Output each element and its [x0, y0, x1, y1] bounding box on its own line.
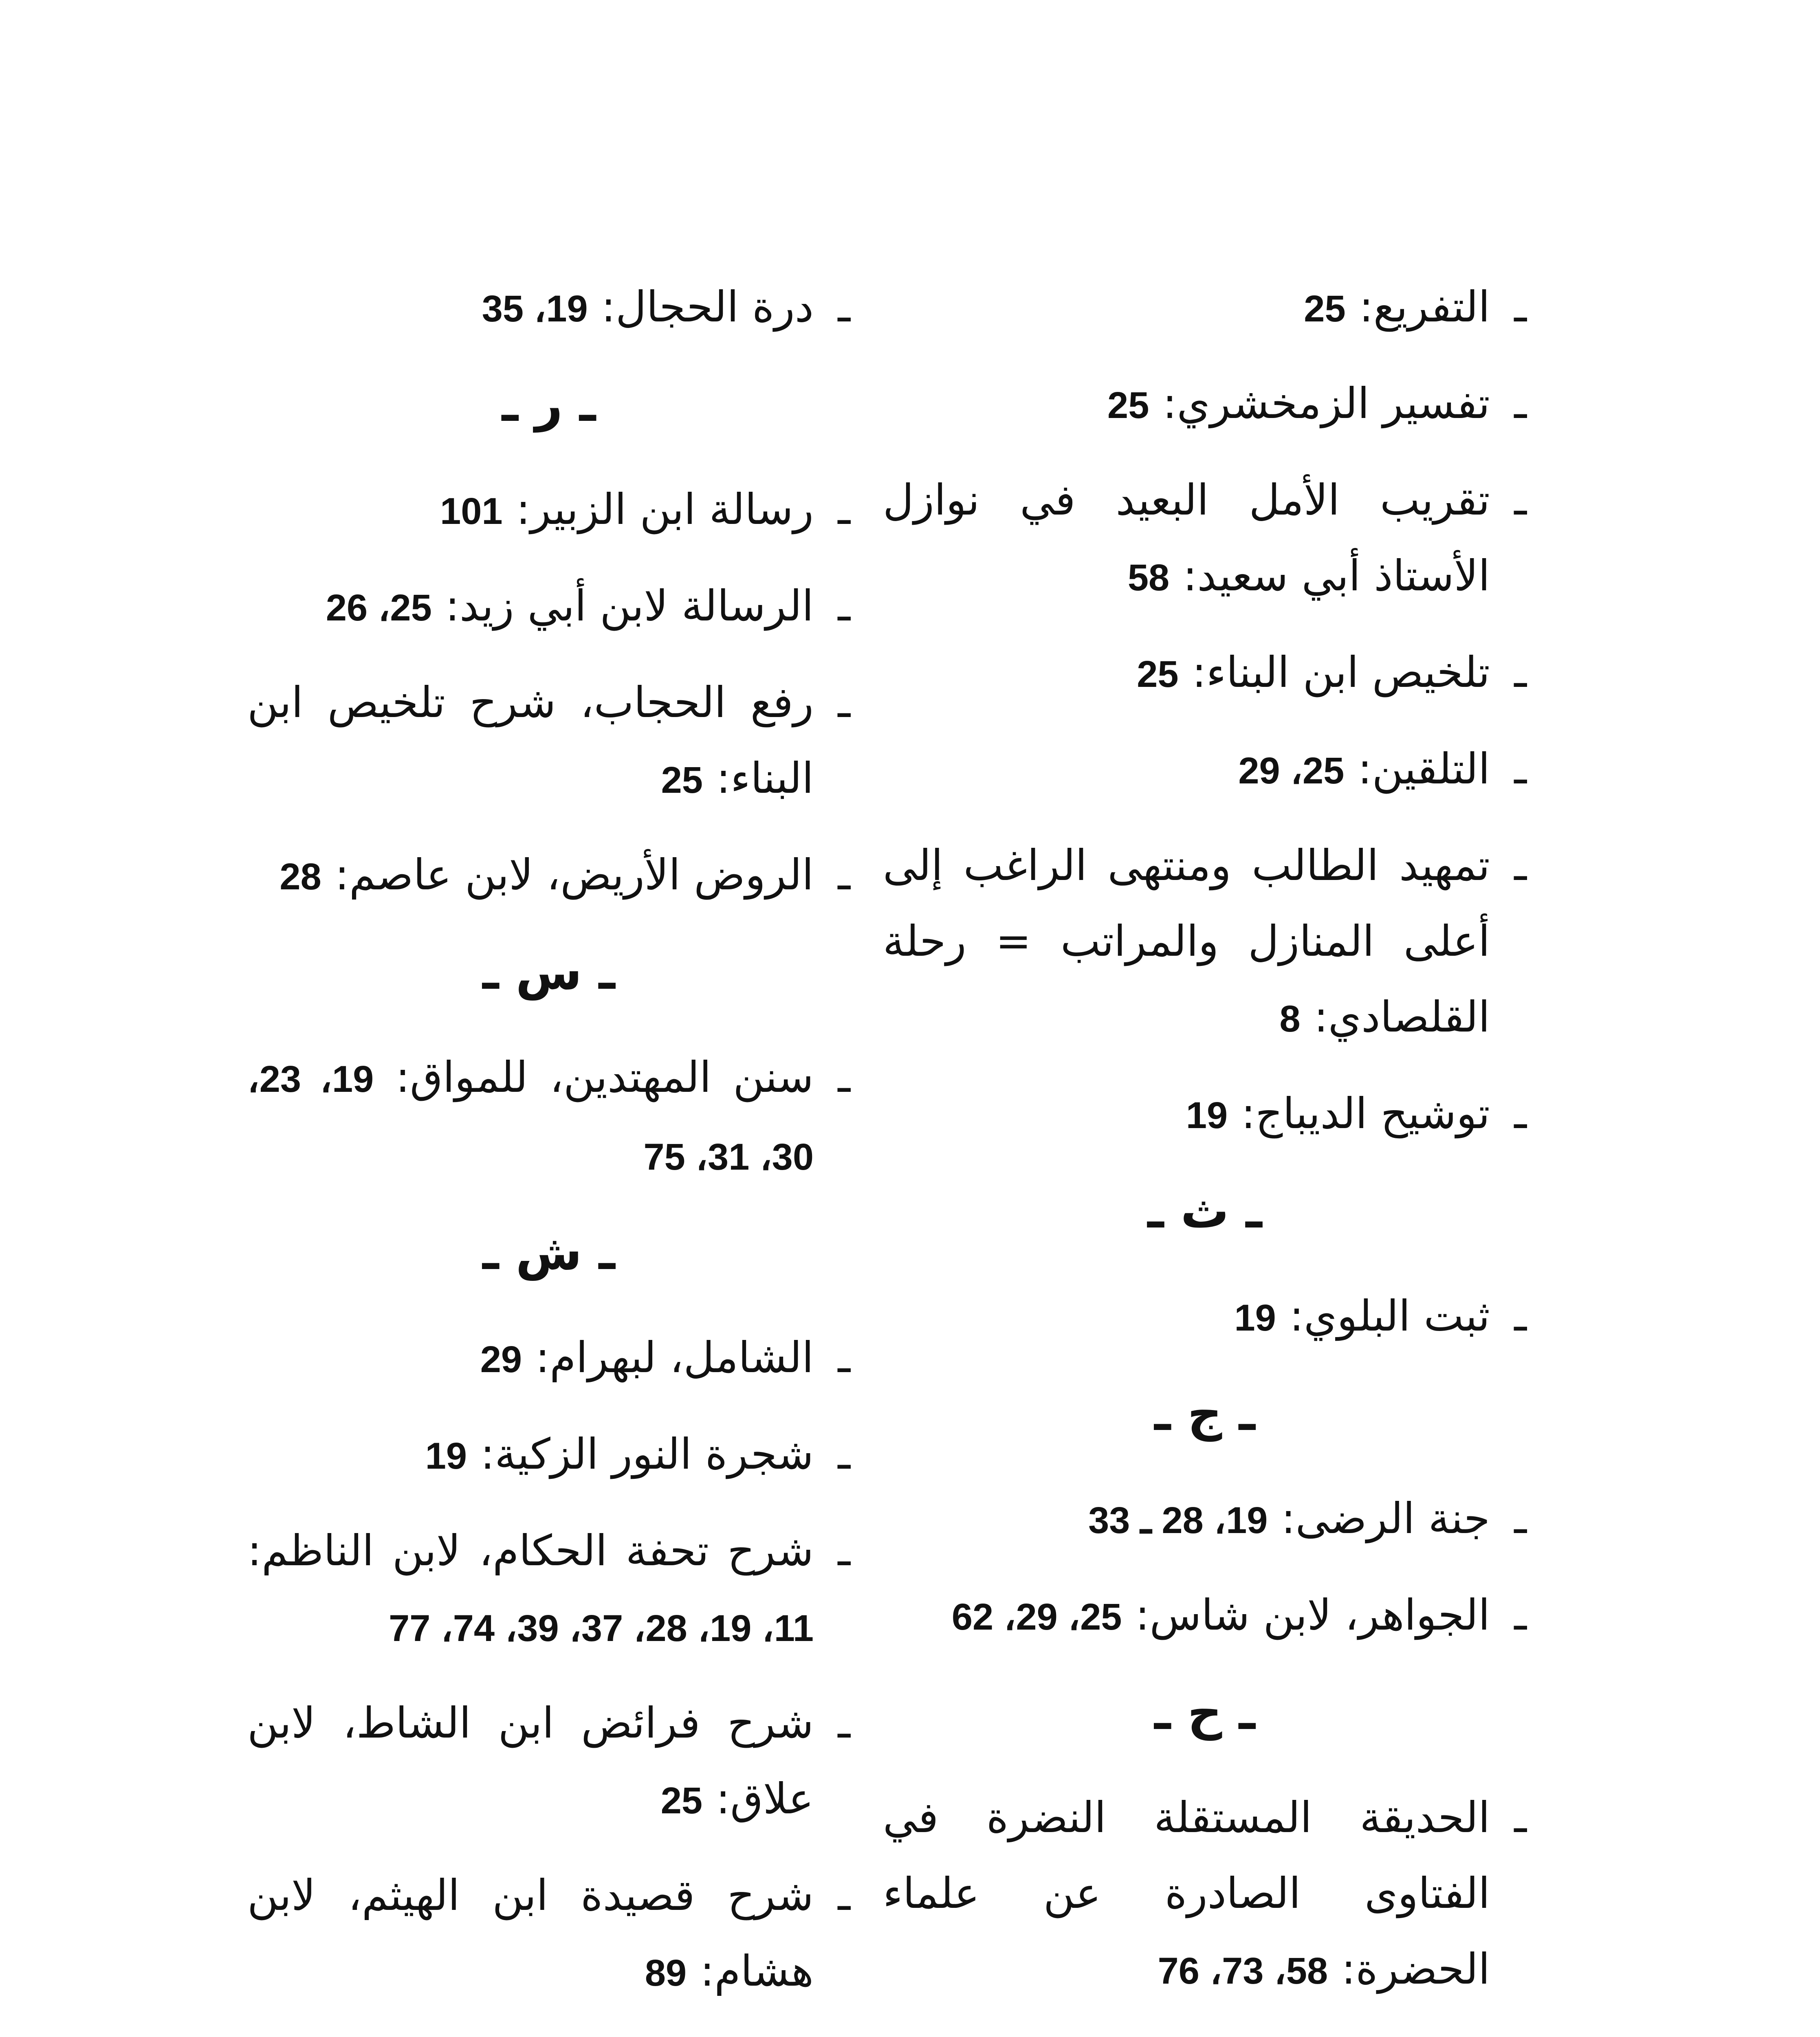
entry-pages: 19، 28 ـ 33 — [1088, 1500, 1268, 1541]
letter-heading: ـ ج ـ — [1154, 1385, 1255, 1441]
index-entry — [247, 2030, 850, 2037]
entry-pages: 28 — [279, 856, 321, 898]
index-entry — [247, 664, 850, 818]
index-column-left — [247, 269, 850, 2037]
entry-pages: 8 — [1279, 998, 1301, 1040]
entry-title: الجواهر، لابن شاس: — [1135, 1590, 1490, 1640]
entry-title: شرح تحفة الحكام، لابن الناظم: — [247, 1526, 814, 1575]
entry-pages: 25 — [1137, 653, 1179, 695]
index-entry — [883, 1577, 1527, 1655]
entry-pages: 19 — [425, 1435, 467, 1477]
index-entry — [883, 634, 1527, 712]
index-entry — [883, 731, 1527, 809]
entry-pages: 58، 73، 76 — [1158, 1950, 1328, 1992]
letter-heading: ـ ر ـ — [502, 376, 596, 432]
entry-title: الشامل، لبهرام: — [535, 1333, 814, 1382]
index-entry — [247, 1685, 850, 1839]
index-entry — [883, 462, 1527, 616]
entry-title: تفسير الزمخشري: — [1162, 378, 1490, 428]
index-entry — [883, 365, 1527, 443]
entry-title: توشيح الديباج: — [1241, 1089, 1490, 1138]
entry-pages: 25 — [660, 1780, 703, 1821]
entry-pages: 25 — [1107, 385, 1149, 426]
letter-heading: ـ ح ـ — [1154, 1684, 1255, 1740]
letter-heading: ـ ث ـ — [1147, 1183, 1262, 1239]
index-entry — [247, 1513, 850, 1666]
index-entry — [883, 1780, 1527, 2009]
entry-pages: 25، 29، 62 — [951, 1596, 1122, 1638]
index-entry — [247, 269, 850, 347]
index-entry — [247, 1857, 850, 2011]
index-entry — [247, 471, 850, 549]
entry-title: الروض الأريض، لابن عاصم: — [335, 850, 814, 900]
entry-title: شجرة النور الزكية: — [480, 1429, 814, 1479]
index-entry — [883, 269, 1527, 347]
entry-pages: 29 — [480, 1339, 522, 1380]
entry-title: جنة الرضى: — [1281, 1494, 1490, 1543]
index-entry — [883, 1076, 1527, 1153]
entry-title: تمهيد الطالب ومنتهى الراغب إلى أعلى المنازل والمراتب = رحلة القلصادي: — [883, 840, 1490, 1042]
entry-title: التلقين: — [1358, 744, 1490, 794]
entry-pages: 25 — [1304, 288, 1346, 330]
entry-title: رسالة ابن الزبير: — [516, 484, 814, 534]
entry-title: ثبت البلوي: — [1289, 1291, 1490, 1341]
entry-title: تقريب الأمل البعيد في نوازل الأستاذ أبي سعيد: — [883, 475, 1490, 601]
entry-pages: 19 — [1234, 1297, 1276, 1339]
letter-heading: ـ ش ـ — [482, 1224, 615, 1280]
letter-heading — [883, 2028, 1527, 2037]
entry-pages: 19، 35 — [482, 288, 588, 330]
index-entry — [247, 1320, 850, 1397]
index-entry — [247, 1039, 850, 1195]
index-entry — [247, 837, 850, 915]
entry-pages: 19، 23، 30، 31، 75 — [247, 1058, 814, 1178]
entry-pages: 19 — [1186, 1095, 1228, 1136]
letter-heading: ـ س ـ — [482, 944, 615, 1000]
entry-title: التفريع: — [1359, 282, 1490, 332]
index-entry — [883, 1278, 1527, 1356]
entry-title: درة الحجال: — [601, 282, 814, 332]
entry-title: رفع الحجاب، شرح تلخيص ابن البناء: — [247, 678, 814, 803]
entry-title: الحديقة المستقلة النضرة في الفتاوى الصادرة عن علماء الحضرة: — [883, 1793, 1490, 1994]
entry-pages: 25، 29 — [1238, 750, 1345, 792]
entry-pages: 25 — [661, 759, 703, 801]
entry-pages: 25، 26 — [326, 587, 432, 629]
entry-title: تلخيص ابن البناء: — [1192, 647, 1490, 697]
index-entry — [247, 1416, 850, 1494]
entry-pages: 89 — [645, 1952, 687, 1994]
entry-pages: 101 — [440, 491, 503, 532]
index-column-right — [883, 269, 1527, 2037]
entry-pages: 58 — [1127, 557, 1170, 598]
entry-title: الرسالة لابن أبي زيد: — [445, 581, 814, 631]
entry-title: شرح فرائض ابن الشاط، لابن علاق: — [247, 1698, 814, 1824]
index-entry — [883, 1480, 1527, 1558]
entry-pages: 11، 19، 28، 37، 39، 74، 77 — [389, 1608, 814, 1649]
index-entry — [883, 827, 1527, 1057]
index-entry — [247, 568, 850, 646]
entry-title: شرح قصيدة ابن الهيثم، لابن هشام: — [247, 1870, 814, 1996]
entry-title: سنن المهتدين، للمواق: — [396, 1052, 814, 1102]
